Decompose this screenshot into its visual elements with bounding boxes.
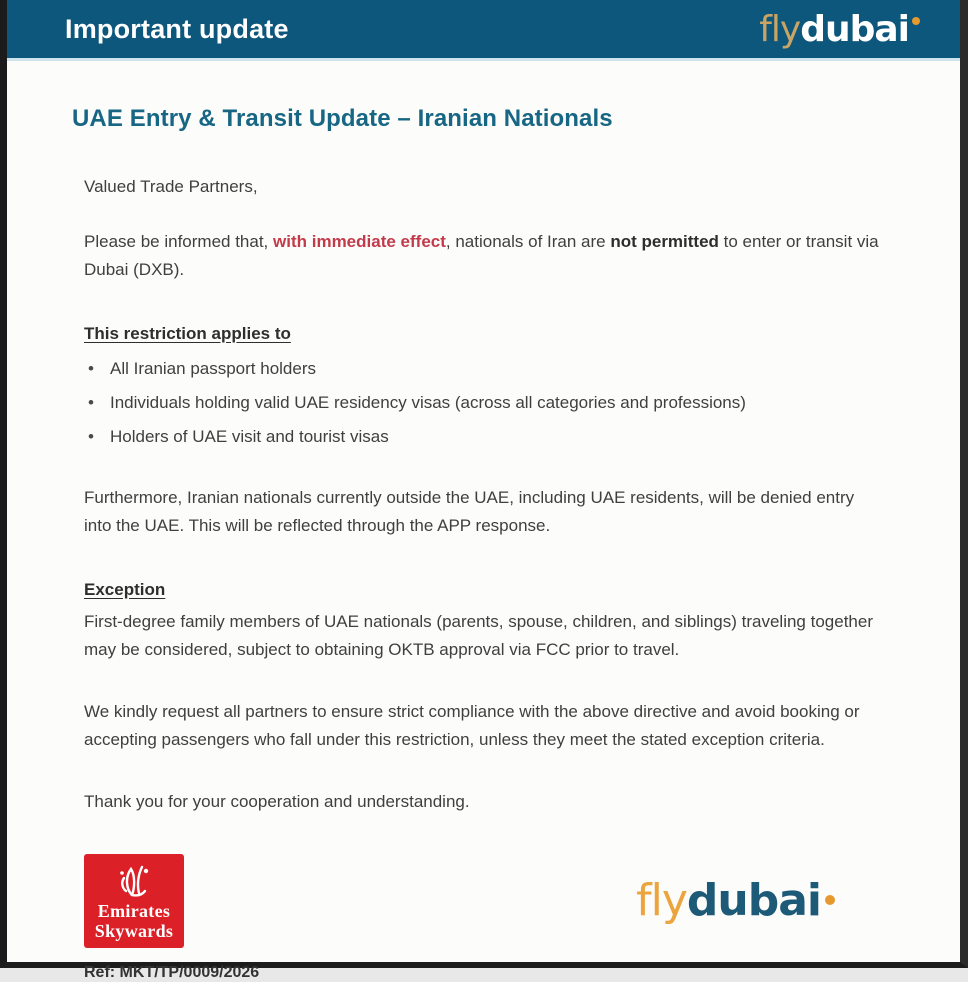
reference-number: Ref: MKT/TP/0009/2026: [84, 964, 260, 981]
flydubai-logo-header: [759, 9, 920, 50]
emirates-skywards-logo: [84, 854, 184, 948]
request-paragraph: We kindly request all partners to ensure strict compliance with the above directive and avoid booking or accepting passengers who fall under this restriction, unless they meet the stated exception criteria.: [84, 702, 860, 749]
flydubai-logo-fly-text: fly: [759, 8, 801, 50]
immediate-effect-highlight: with immediate effect: [273, 232, 446, 251]
intro-text-1: Please be informed that,: [84, 232, 274, 251]
restriction-heading: This restriction applies to: [84, 324, 291, 343]
thanks-paragraph: Thank you for your cooperation and understanding.: [84, 792, 470, 811]
list-item: • Holders of UAE visit and tourist visas: [84, 423, 885, 450]
page-title: UAE Entry & Transit Update – Iranian Nationals: [72, 105, 613, 132]
not-permitted-emphasis: not permitted: [610, 232, 719, 251]
intro-paragraph: [84, 228, 884, 284]
list-item: • All Iranian passport holders: [84, 355, 885, 382]
flydubai-logo-dubai-text: dubai: [800, 8, 909, 50]
list-item: • Individuals holding valid UAE residency visas (across all categories and professions): [84, 389, 885, 416]
emirates-arabic-calligraphy-icon: [108, 861, 160, 899]
intro-text-3: to enter or transit via Dubai (DXB).: [84, 232, 879, 279]
footer-logo-row: [84, 854, 885, 948]
notice-content: [7, 61, 960, 948]
flydubai-logo-fly-text: fly: [636, 875, 687, 926]
header-title: Important update: [65, 13, 289, 44]
emirates-logo-line2: Skywards: [94, 921, 174, 941]
emirates-logo-line1: Emirates: [97, 901, 171, 921]
flydubai-logo-dot-icon: [825, 895, 835, 905]
intro-text-2: , nationals of Iran are: [445, 232, 611, 251]
flydubai-logo-dubai-text: dubai: [686, 875, 821, 926]
header-bar: [7, 0, 960, 61]
flydubai-logo-dot-icon: [912, 17, 920, 25]
flydubai-logo-footer: [636, 875, 835, 926]
exception-heading: Exception: [84, 580, 166, 599]
exception-paragraph: First-degree family members of UAE nationals (parents, spouse, children, and siblings) traveling together may be considered, subject to obtaining OKTB approval via FCC prior to travel.: [84, 612, 873, 659]
salutation: Valued Trade Partners,: [84, 177, 258, 196]
furthermore-paragraph: Furthermore, Iranian nationals currently outside the UAE, including UAE residents, will be denied entry into the UAE. This will be reflected through the APP response.: [84, 488, 855, 535]
restriction-bullet-list: [84, 355, 885, 450]
